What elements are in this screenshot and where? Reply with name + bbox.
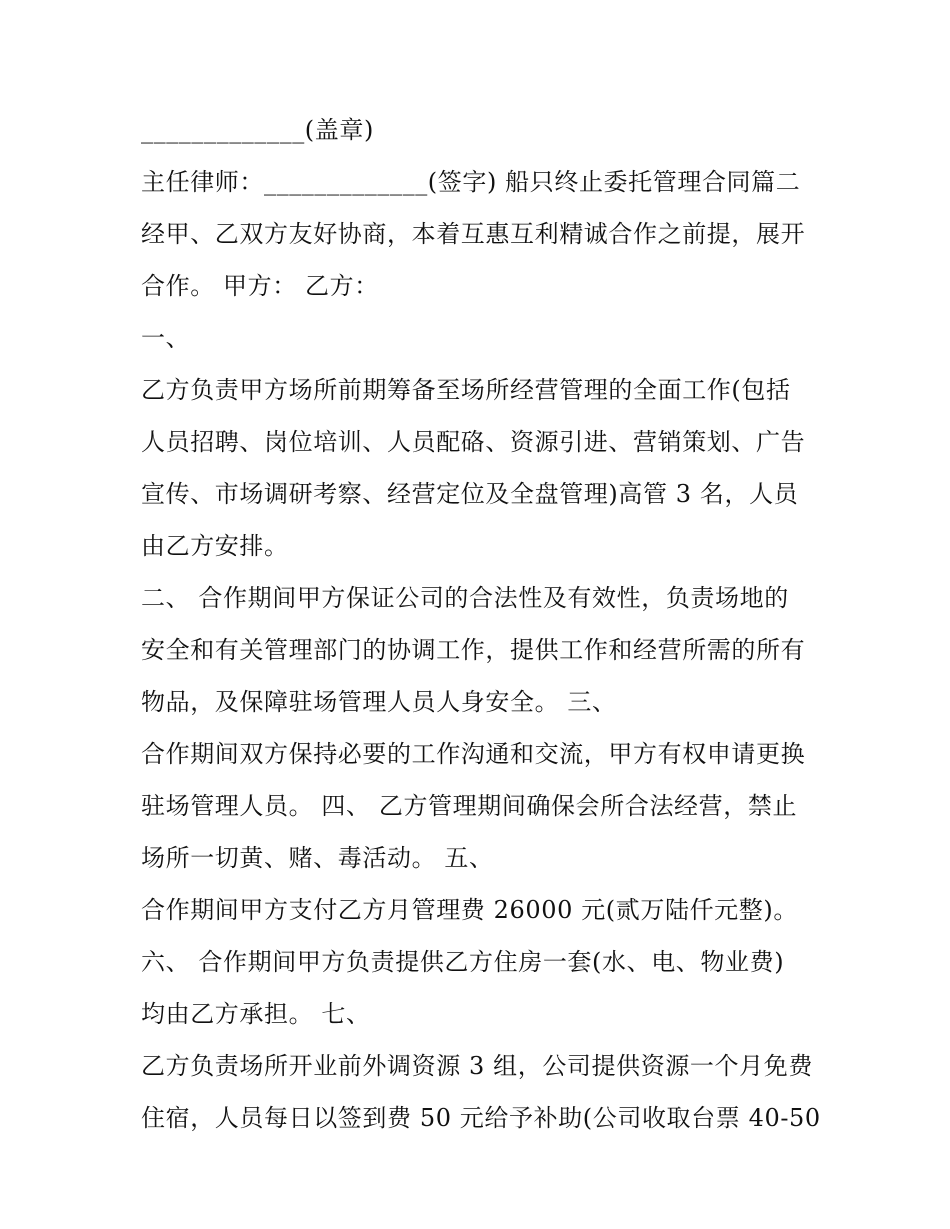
text-line: 合作。 甲方： 乙方：: [141, 272, 379, 300]
text-line: 宣传、市场调研考察、经营定位及全盘管理)高管 3 名，人员: [141, 480, 799, 508]
text-line: 人员招聘、岗位培训、人员配硌、资源引进、营销策划、广告: [141, 428, 806, 456]
text-line: 合作期间甲方支付乙方月管理费 26000 元(贰万陆仟元整)。: [141, 896, 798, 924]
text-line: 合作期间双方保持必要的工作沟通和交流，甲方有权申请更换: [141, 740, 806, 768]
text-line: 经甲、乙双方友好协商，本着互惠互利精诚合作之前提，展开: [141, 220, 806, 248]
text-line: 由乙方安排。: [141, 532, 289, 560]
text-line: 乙方负责场所开业前外调资源 3 组，公司提供资源一个月免费: [141, 1052, 813, 1080]
text-line-lawyer-signature: 主任律师：_____________(签字) 船只终止委托管理合同篇二: [141, 168, 801, 196]
seal-line: _____________(盖章): [141, 116, 374, 144]
text-line: 住宿，人员每日以签到费 50 元给予补助(公司收取台票 40-50: [141, 1104, 821, 1132]
text-line: 驻场管理人员。 四、 乙方管理期间确保会所合法经营，禁止: [141, 792, 798, 820]
text-line: 均由乙方承担。 七、: [141, 1000, 371, 1028]
section-heading-1: 一、: [141, 324, 191, 352]
text-line: 物品，及保障驻场管理人员人身安全。 三、: [141, 688, 617, 716]
text-line: 二、 合作期间甲方保证公司的合法性及有效性，负责场地的: [141, 584, 789, 612]
text-line: 安全和有关管理部门的协调工作，提供工作和经营所需的所有: [141, 636, 806, 664]
text-line: 乙方负责甲方场所前期筹备至场所经营管理的全面工作(包括: [141, 376, 791, 404]
text-line: 六、 合作期间甲方负责提供乙方住房一套(水、电、物业费): [141, 948, 785, 976]
text-line: 场所一切黄、赌、毒活动。 五、: [141, 844, 494, 872]
